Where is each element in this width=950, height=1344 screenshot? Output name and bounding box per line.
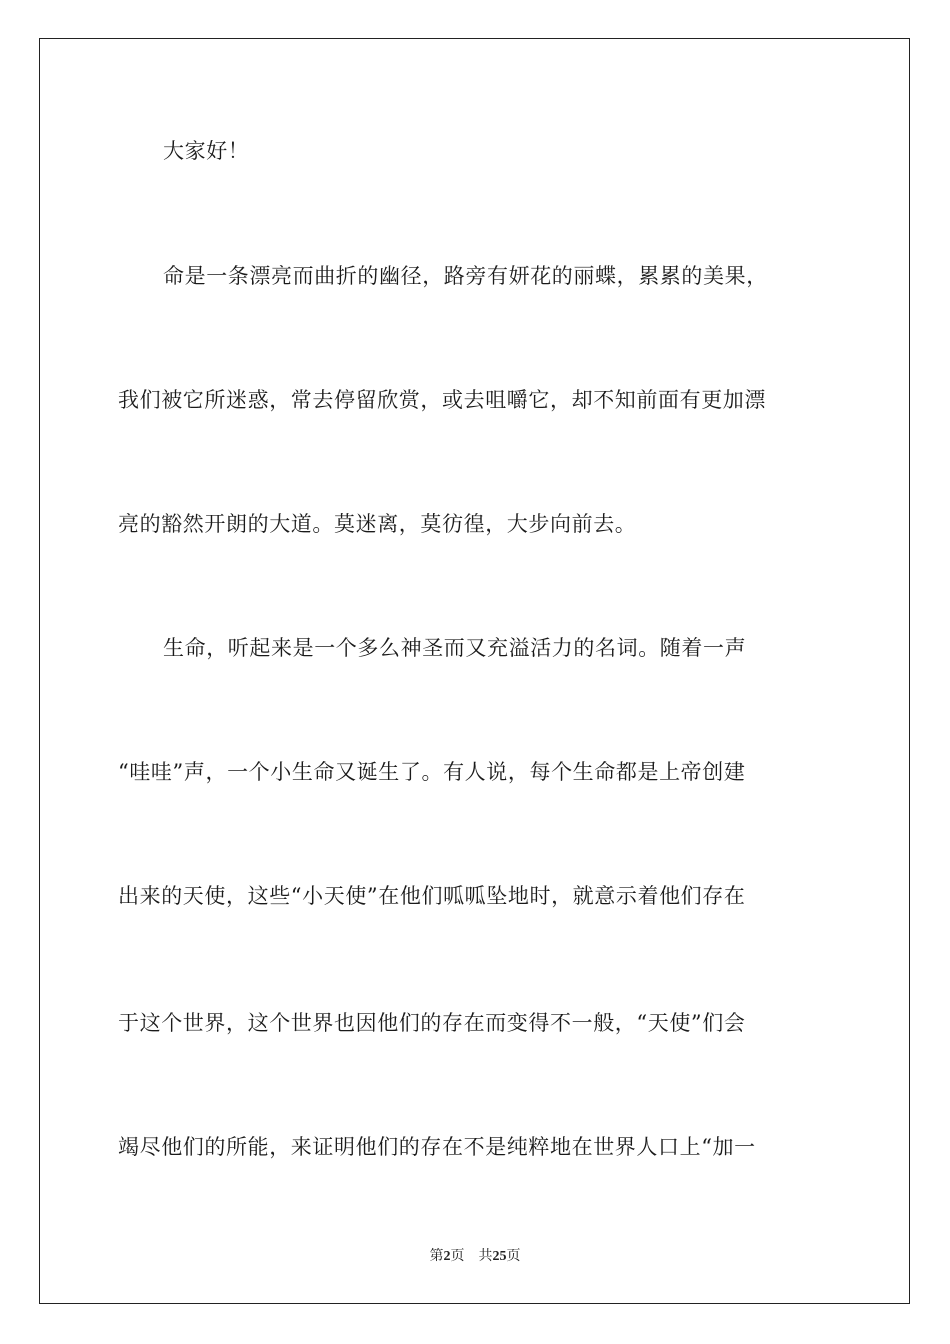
paragraph-line: 亮的豁然开朗的大道。莫迷离，莫彷徨，大步向前去。 — [118, 512, 637, 536]
page-suffix: 页 — [450, 1248, 465, 1264]
greeting-line: 大家好！ — [163, 139, 250, 163]
page-prefix: 第 — [429, 1248, 444, 1264]
paragraph-line: 生命，听起来是一个多么神圣而又充溢活力的名词。随着一声 — [163, 636, 747, 660]
page-border — [39, 38, 910, 1304]
paragraph-line: 竭尽他们的所能，来证明他们的存在不是纯粹地在世界人口上“加一 — [118, 1135, 756, 1159]
paragraph-line: 我们被它所迷惑，常去停留欣赏，或去咀嚼它，却不知前面有更加漂 — [118, 388, 766, 412]
total-prefix: 共 — [478, 1248, 493, 1264]
total-suffix: 页 — [506, 1248, 521, 1264]
page-footer — [0, 1247, 950, 1266]
paragraph-line: 命是一条漂亮而曲折的幽径，路旁有妍花的丽蝶，累累的美果， — [163, 264, 768, 288]
total-pages: 25 — [492, 1249, 507, 1264]
paragraph-line: “哇哇”声，一个小生命又诞生了。有人说，每个生命都是上帝创建 — [118, 760, 746, 784]
paragraph-line: 出来的天使，这些“小天使”在他们呱呱坠地时，就意示着他们存在 — [118, 884, 746, 908]
paragraph-line: 于这个世界，这个世界也因他们的存在而变得不一般，“天使”们会 — [118, 1011, 746, 1035]
page-number: 2 — [443, 1249, 451, 1264]
